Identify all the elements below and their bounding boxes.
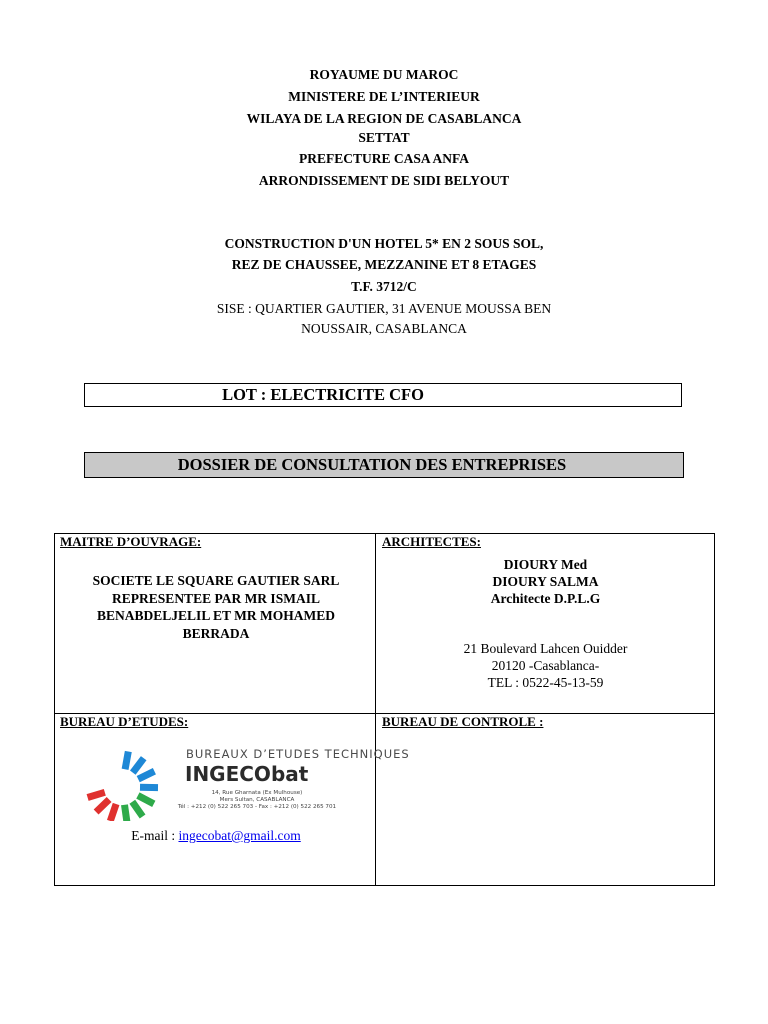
bureau-etudes-email (56, 827, 376, 844)
header-wilaya-cont: SETTAT (358, 130, 410, 145)
owner-line4: BERRADA (182, 625, 250, 641)
owner-line1: SOCIETE LE SQUARE GAUTIER SARL (92, 573, 340, 588)
architect-title: Architecte D.P.L.G (490, 591, 601, 606)
architect-city: 20120 -Casablanca- (491, 658, 600, 673)
logo-fan-blade (88, 792, 105, 797)
logo-fan-blades (88, 752, 158, 822)
logo-fan-blade (96, 800, 109, 813)
ingecobat-fan-icon (76, 749, 176, 821)
logo-address (172, 790, 342, 811)
architectes-label: ARCHITECTES: (382, 534, 481, 549)
email-label: E-mail : (131, 828, 179, 843)
logo-address-line2: Mers Sultan, CASABLANCA (219, 797, 295, 803)
architect-tel: TEL : 0522-45-13-59 (487, 675, 604, 690)
header-ministry: MINISTERE DE L’INTERIEUR (288, 89, 480, 104)
administrative-header (0, 64, 768, 192)
architectes-address (376, 640, 715, 691)
logo-fan-blade (125, 805, 128, 821)
logo-fan-blade (133, 758, 144, 772)
logo-fan-blade (125, 752, 128, 770)
header-arrondissement: ARRONDISSEMENT DE SIDI BELYOUT (258, 173, 510, 188)
architectes-names (376, 556, 715, 607)
project-title-line1: CONSTRUCTION D'UN HOTEL 5* EN 2 SOUS SOL, (224, 236, 544, 251)
header-wilaya: WILAYA DE LA REGION DE CASABLANCA (246, 111, 522, 126)
project-title-line2: REZ DE CHAUSSEE, MEZZANINE ET 8 ETAGES (231, 257, 537, 272)
project-description (0, 233, 768, 338)
logo-fan-blade (138, 796, 154, 804)
logo-fan-blade (138, 771, 154, 779)
ingecobat-logo (76, 745, 410, 820)
logo-fan-blade (132, 802, 142, 817)
architect-name1: DIOURY Med (503, 557, 588, 572)
logo-address-line3: Tél : +212 (0) 522 265 703 - Fax : +212 (0) 522 265 701 (177, 804, 337, 810)
logo-tagline: BUREAUX D’ETUDES TECHNIQUES (186, 747, 410, 761)
project-site-line2: NOUSSAIR, CASABLANCA (301, 321, 467, 336)
bureau-etudes-label: BUREAU D’ETUDES: (60, 714, 189, 729)
logo-fan-blade (110, 804, 116, 821)
architect-address-line: 21 Boulevard Lahcen Ouidder (463, 641, 628, 656)
dossier-title-box: DOSSIER DE CONSULTATION DES ENTREPRISES (84, 452, 684, 478)
project-tf: T.F. 3712/C (351, 279, 417, 294)
owner-line3: BENABDELJELIL ET MR MOHAMED (97, 608, 335, 623)
bureau-controle-label: BUREAU DE CONTROLE : (382, 714, 544, 729)
email-link[interactable]: ingecobat@gmail.com (178, 828, 301, 843)
header-prefecture: PREFECTURE CASA ANFA (298, 151, 469, 166)
lot-title-box: LOT : ELECTRICITE CFO (84, 383, 682, 407)
maitre-ouvrage-label: MAITRE D’OUVRAGE: (60, 534, 202, 549)
logo-address-line1: 14, Rue Gharnata (Ex Mulhouse) (211, 790, 303, 796)
architect-name2: DIOURY SALMA (492, 574, 599, 589)
project-site-line1: SISE : QUARTIER GAUTIER, 31 AVENUE MOUSSA BEN (216, 301, 552, 316)
owner-line2: REPRESENTEE PAR MR ISMAIL (112, 590, 320, 606)
header-country: ROYAUME DU MAROC (309, 67, 459, 82)
logo-brand: INGECObat (185, 762, 309, 786)
maitre-ouvrage-details (56, 572, 376, 642)
